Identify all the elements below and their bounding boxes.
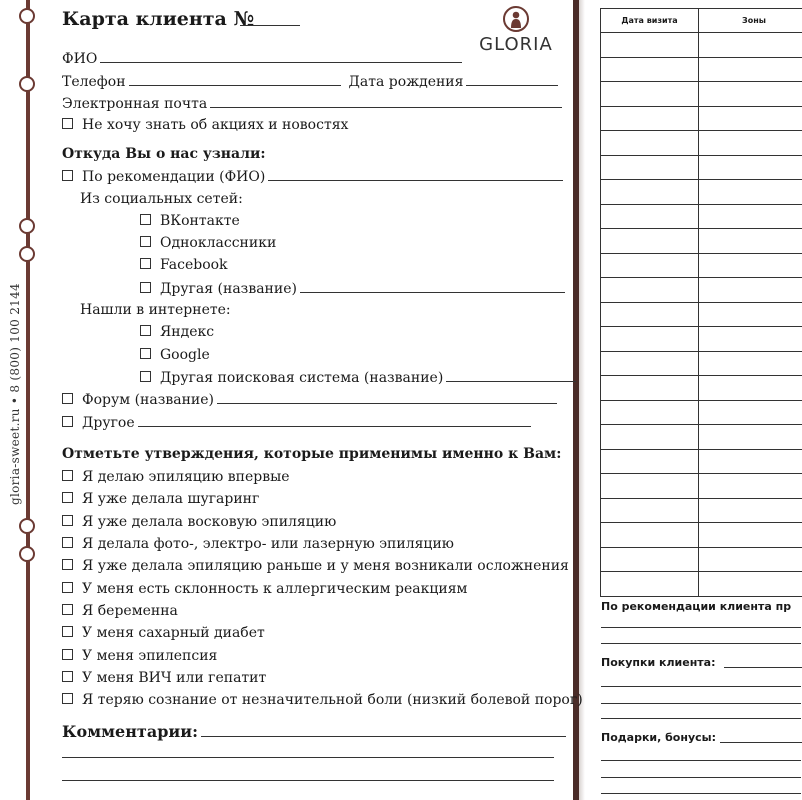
brand-name: GLORIA	[479, 34, 553, 55]
gifts-line[interactable]	[601, 793, 801, 794]
statement-label: Я уже делала эпиляцию раньше и у меня возникали осложнения	[82, 558, 569, 574]
woman-silhouette-icon	[503, 6, 529, 32]
purchases-field[interactable]	[724, 667, 802, 668]
odnoklassniki-checkbox[interactable]	[140, 236, 151, 247]
zones-cell[interactable]	[699, 523, 802, 548]
right-recommendation-label: По рекомендации клиента пр	[601, 600, 792, 613]
visits-table-body	[601, 33, 802, 597]
visit-date-cell[interactable]	[601, 547, 699, 572]
phone-row	[62, 73, 558, 90]
social-option	[140, 235, 276, 251]
vkontakte-checkbox[interactable]	[140, 214, 151, 225]
purchases-line[interactable]	[601, 703, 801, 704]
binder-hole	[19, 8, 35, 24]
binding-line	[26, 0, 30, 800]
gifts-label: Подарки, бонусы:	[601, 731, 717, 744]
statement-item	[62, 514, 336, 530]
statement-label: У меня есть склонность к аллергическим реакциям	[82, 581, 468, 597]
social-option-label: Другая (название)	[160, 281, 297, 297]
visit-date-cell[interactable]	[601, 498, 699, 523]
social-option-label: Одноклассники	[160, 235, 277, 251]
visit-row	[601, 572, 802, 597]
internet-option-label: Другая поисковая система (название)	[160, 370, 444, 386]
statement-label: У меня эпилепсия	[82, 648, 218, 664]
gloria-logo	[476, 6, 556, 55]
social-option-label: Facebook	[160, 257, 228, 273]
visit-date-cell[interactable]	[601, 204, 699, 229]
statement-item	[62, 670, 266, 686]
other-search-field[interactable]	[446, 369, 576, 382]
zones-cell[interactable]	[699, 180, 802, 205]
visit-date-cell[interactable]	[601, 278, 699, 303]
statement-label: Я делаю эпиляцию впервые	[82, 469, 290, 485]
other-field[interactable]	[138, 414, 531, 427]
binder-hole	[19, 546, 35, 562]
phone-field[interactable]	[129, 73, 341, 86]
other-search-checkbox[interactable]	[140, 371, 151, 382]
zones-cell[interactable]	[699, 572, 802, 597]
form-title: Карта клиента №	[62, 8, 255, 30]
recommendation-row	[62, 168, 563, 185]
visit-row	[601, 547, 802, 572]
forum-checkbox[interactable]	[62, 393, 73, 404]
visit-date-cell[interactable]	[601, 302, 699, 327]
recommendation-line[interactable]	[601, 627, 801, 628]
forum-label: Форум (название)	[82, 392, 215, 408]
internet-option-label: Яндекс	[160, 324, 215, 340]
fio-row	[62, 50, 462, 67]
card-number-field[interactable]	[240, 25, 300, 26]
visit-date-cell[interactable]	[601, 351, 699, 376]
visit-row	[601, 425, 802, 450]
visit-date-cell[interactable]	[601, 327, 699, 352]
visit-row	[601, 278, 802, 303]
social-option	[140, 257, 228, 273]
visit-date-cell[interactable]	[601, 82, 699, 107]
visit-date-cell[interactable]	[601, 253, 699, 278]
email-label: Электронная почта	[62, 96, 208, 112]
visit-row	[601, 82, 802, 107]
other-checkbox[interactable]	[62, 416, 73, 427]
zones-cell[interactable]	[699, 131, 802, 156]
visit-date-cell[interactable]	[601, 449, 699, 474]
visit-date-cell[interactable]	[601, 376, 699, 401]
zones-header: Зоны	[699, 9, 802, 33]
zones-cell[interactable]	[699, 498, 802, 523]
zones-cell[interactable]	[699, 155, 802, 180]
visit-date-cell[interactable]	[601, 131, 699, 156]
visit-date-cell[interactable]	[601, 425, 699, 450]
comments-line[interactable]	[62, 757, 554, 758]
email-row	[62, 95, 562, 112]
zones-cell[interactable]	[699, 547, 802, 572]
facebook-checkbox[interactable]	[140, 258, 151, 269]
visit-row	[601, 351, 802, 376]
visit-row	[601, 131, 802, 156]
visit-date-cell[interactable]	[601, 474, 699, 499]
statement-label: Я теряю сознание от незначительной боли (низкий болевой порог)	[82, 692, 583, 708]
statement-item	[62, 603, 178, 619]
statement-label: Я уже делала восковую эпиляцию	[82, 514, 337, 530]
binder-hole	[19, 76, 35, 92]
purchases-line[interactable]	[601, 686, 801, 687]
statement-item	[62, 536, 454, 552]
internet-heading-label: Нашли в интернете:	[80, 302, 231, 318]
visit-row	[601, 400, 802, 425]
phone-label: Телефон	[62, 74, 126, 90]
google-checkbox[interactable]	[140, 348, 151, 359]
visit-row	[601, 253, 802, 278]
zones-cell[interactable]	[699, 253, 802, 278]
birth-date-label: Дата рождения	[348, 74, 464, 90]
visit-row	[601, 376, 802, 401]
binder-hole	[19, 218, 35, 234]
visit-date-cell[interactable]	[601, 572, 699, 597]
zones-cell[interactable]	[699, 106, 802, 131]
visits-table	[600, 8, 802, 597]
statement-checkbox[interactable]	[62, 671, 73, 682]
social-option	[140, 213, 240, 229]
birth-date-field[interactable]	[466, 73, 558, 86]
visit-row	[601, 33, 802, 58]
social-option	[140, 280, 565, 297]
visit-date-header: Дата визита	[601, 9, 699, 33]
visit-row	[601, 204, 802, 229]
other-label: Другое	[82, 415, 135, 431]
visit-row	[601, 302, 802, 327]
statement-label: Я уже делала шугаринг	[82, 491, 260, 507]
visit-row	[601, 498, 802, 523]
binding-strip	[0, 0, 40, 800]
statement-item	[62, 491, 259, 507]
recommendation-line[interactable]	[601, 643, 801, 644]
no-news-label: Не хочу знать об акциях и новостях	[82, 117, 349, 133]
social-option-label: ВКонтакте	[160, 213, 240, 229]
visit-row	[601, 327, 802, 352]
statement-checkbox[interactable]	[62, 604, 73, 615]
zones-cell[interactable]	[699, 229, 802, 254]
statement-label: У меня сахарный диабет	[82, 625, 265, 641]
statement-checkbox[interactable]	[62, 626, 73, 637]
visit-date-cell[interactable]	[601, 180, 699, 205]
visit-row	[601, 449, 802, 474]
statement-checkbox[interactable]	[62, 537, 73, 548]
statement-label: Я делала фото-, электро- или лазерную эпиляцию	[82, 536, 454, 552]
visit-row	[601, 229, 802, 254]
statement-checkbox[interactable]	[62, 582, 73, 593]
no-news-row	[62, 117, 348, 133]
internet-option	[140, 347, 210, 363]
other-row	[62, 414, 531, 431]
email-field[interactable]	[210, 95, 562, 108]
visit-row	[601, 474, 802, 499]
visit-date-cell[interactable]	[601, 400, 699, 425]
visit-row	[601, 57, 802, 82]
statement-checkbox[interactable]	[62, 515, 73, 526]
yandex-checkbox[interactable]	[140, 325, 151, 336]
visit-date-cell[interactable]	[601, 523, 699, 548]
statements-heading: Отметьте утверждения, которые применимы именно к Вам:	[62, 446, 562, 462]
social-heading-label: Из социальных сетей:	[80, 191, 243, 207]
recommendation-label: По рекомендации (ФИО)	[82, 169, 266, 185]
statement-checkbox[interactable]	[62, 492, 73, 503]
gifts-line[interactable]	[601, 777, 801, 778]
zones-cell[interactable]	[699, 33, 802, 58]
visit-date-cell[interactable]	[601, 229, 699, 254]
internet-option-label: Google	[160, 347, 210, 363]
internet-option	[140, 369, 576, 386]
zones-cell[interactable]	[699, 57, 802, 82]
other-social-field[interactable]	[300, 280, 565, 293]
statement-item	[62, 558, 569, 574]
zones-cell[interactable]	[699, 474, 802, 499]
visits-header-row	[601, 9, 802, 33]
visit-date-cell[interactable]	[601, 106, 699, 131]
no-news-checkbox[interactable]	[62, 118, 73, 129]
purchases-label: Покупки клиента:	[601, 656, 716, 669]
statement-item	[62, 692, 583, 708]
visit-date-cell[interactable]	[601, 57, 699, 82]
zones-cell[interactable]	[699, 449, 802, 474]
zones-cell[interactable]	[699, 82, 802, 107]
gifts-field[interactable]	[720, 742, 802, 743]
visit-row	[601, 155, 802, 180]
comments-row	[62, 722, 566, 741]
binder-hole	[19, 518, 35, 534]
visit-row	[601, 523, 802, 548]
page-divider-shadow	[579, 0, 585, 800]
statement-item	[62, 648, 217, 664]
comments-heading: Комментарии:	[62, 722, 199, 741]
zones-cell[interactable]	[699, 278, 802, 303]
forum-row	[62, 391, 557, 408]
gifts-line[interactable]	[601, 760, 801, 761]
other-social-checkbox[interactable]	[140, 282, 151, 293]
recommendation-field[interactable]	[268, 168, 563, 181]
zones-cell[interactable]	[699, 425, 802, 450]
forum-field[interactable]	[217, 391, 557, 404]
purchases-line[interactable]	[601, 718, 801, 719]
statement-checkbox[interactable]	[62, 649, 73, 660]
comments-field[interactable]	[201, 724, 566, 737]
source-heading: Откуда Вы о нас узнали:	[62, 146, 266, 162]
binder-hole	[19, 246, 35, 262]
zones-cell[interactable]	[699, 400, 802, 425]
zones-cell[interactable]	[699, 376, 802, 401]
fio-field[interactable]	[100, 50, 462, 63]
side-contact-text: gloria-sweet.ru • 8 (800) 100 2144	[8, 283, 22, 505]
visit-row	[601, 180, 802, 205]
statement-checkbox[interactable]	[62, 559, 73, 570]
social-heading	[80, 191, 243, 207]
zones-cell[interactable]	[699, 204, 802, 229]
fio-label: ФИО	[62, 51, 98, 67]
zones-cell[interactable]	[699, 327, 802, 352]
statement-label: У меня ВИЧ или гепатит	[82, 670, 267, 686]
statement-checkbox[interactable]	[62, 470, 73, 481]
statement-item	[62, 581, 467, 597]
zones-cell[interactable]	[699, 302, 802, 327]
comments-line[interactable]	[62, 780, 554, 781]
visit-row	[601, 106, 802, 131]
internet-heading	[80, 302, 231, 318]
internet-option	[140, 324, 214, 340]
visit-date-cell[interactable]	[601, 33, 699, 58]
statement-item	[62, 625, 265, 641]
recommendation-checkbox[interactable]	[62, 170, 73, 181]
zones-cell[interactable]	[699, 351, 802, 376]
statement-checkbox[interactable]	[62, 693, 73, 704]
statement-label: Я беременна	[82, 603, 178, 619]
visit-date-cell[interactable]	[601, 155, 699, 180]
statement-item	[62, 469, 290, 485]
